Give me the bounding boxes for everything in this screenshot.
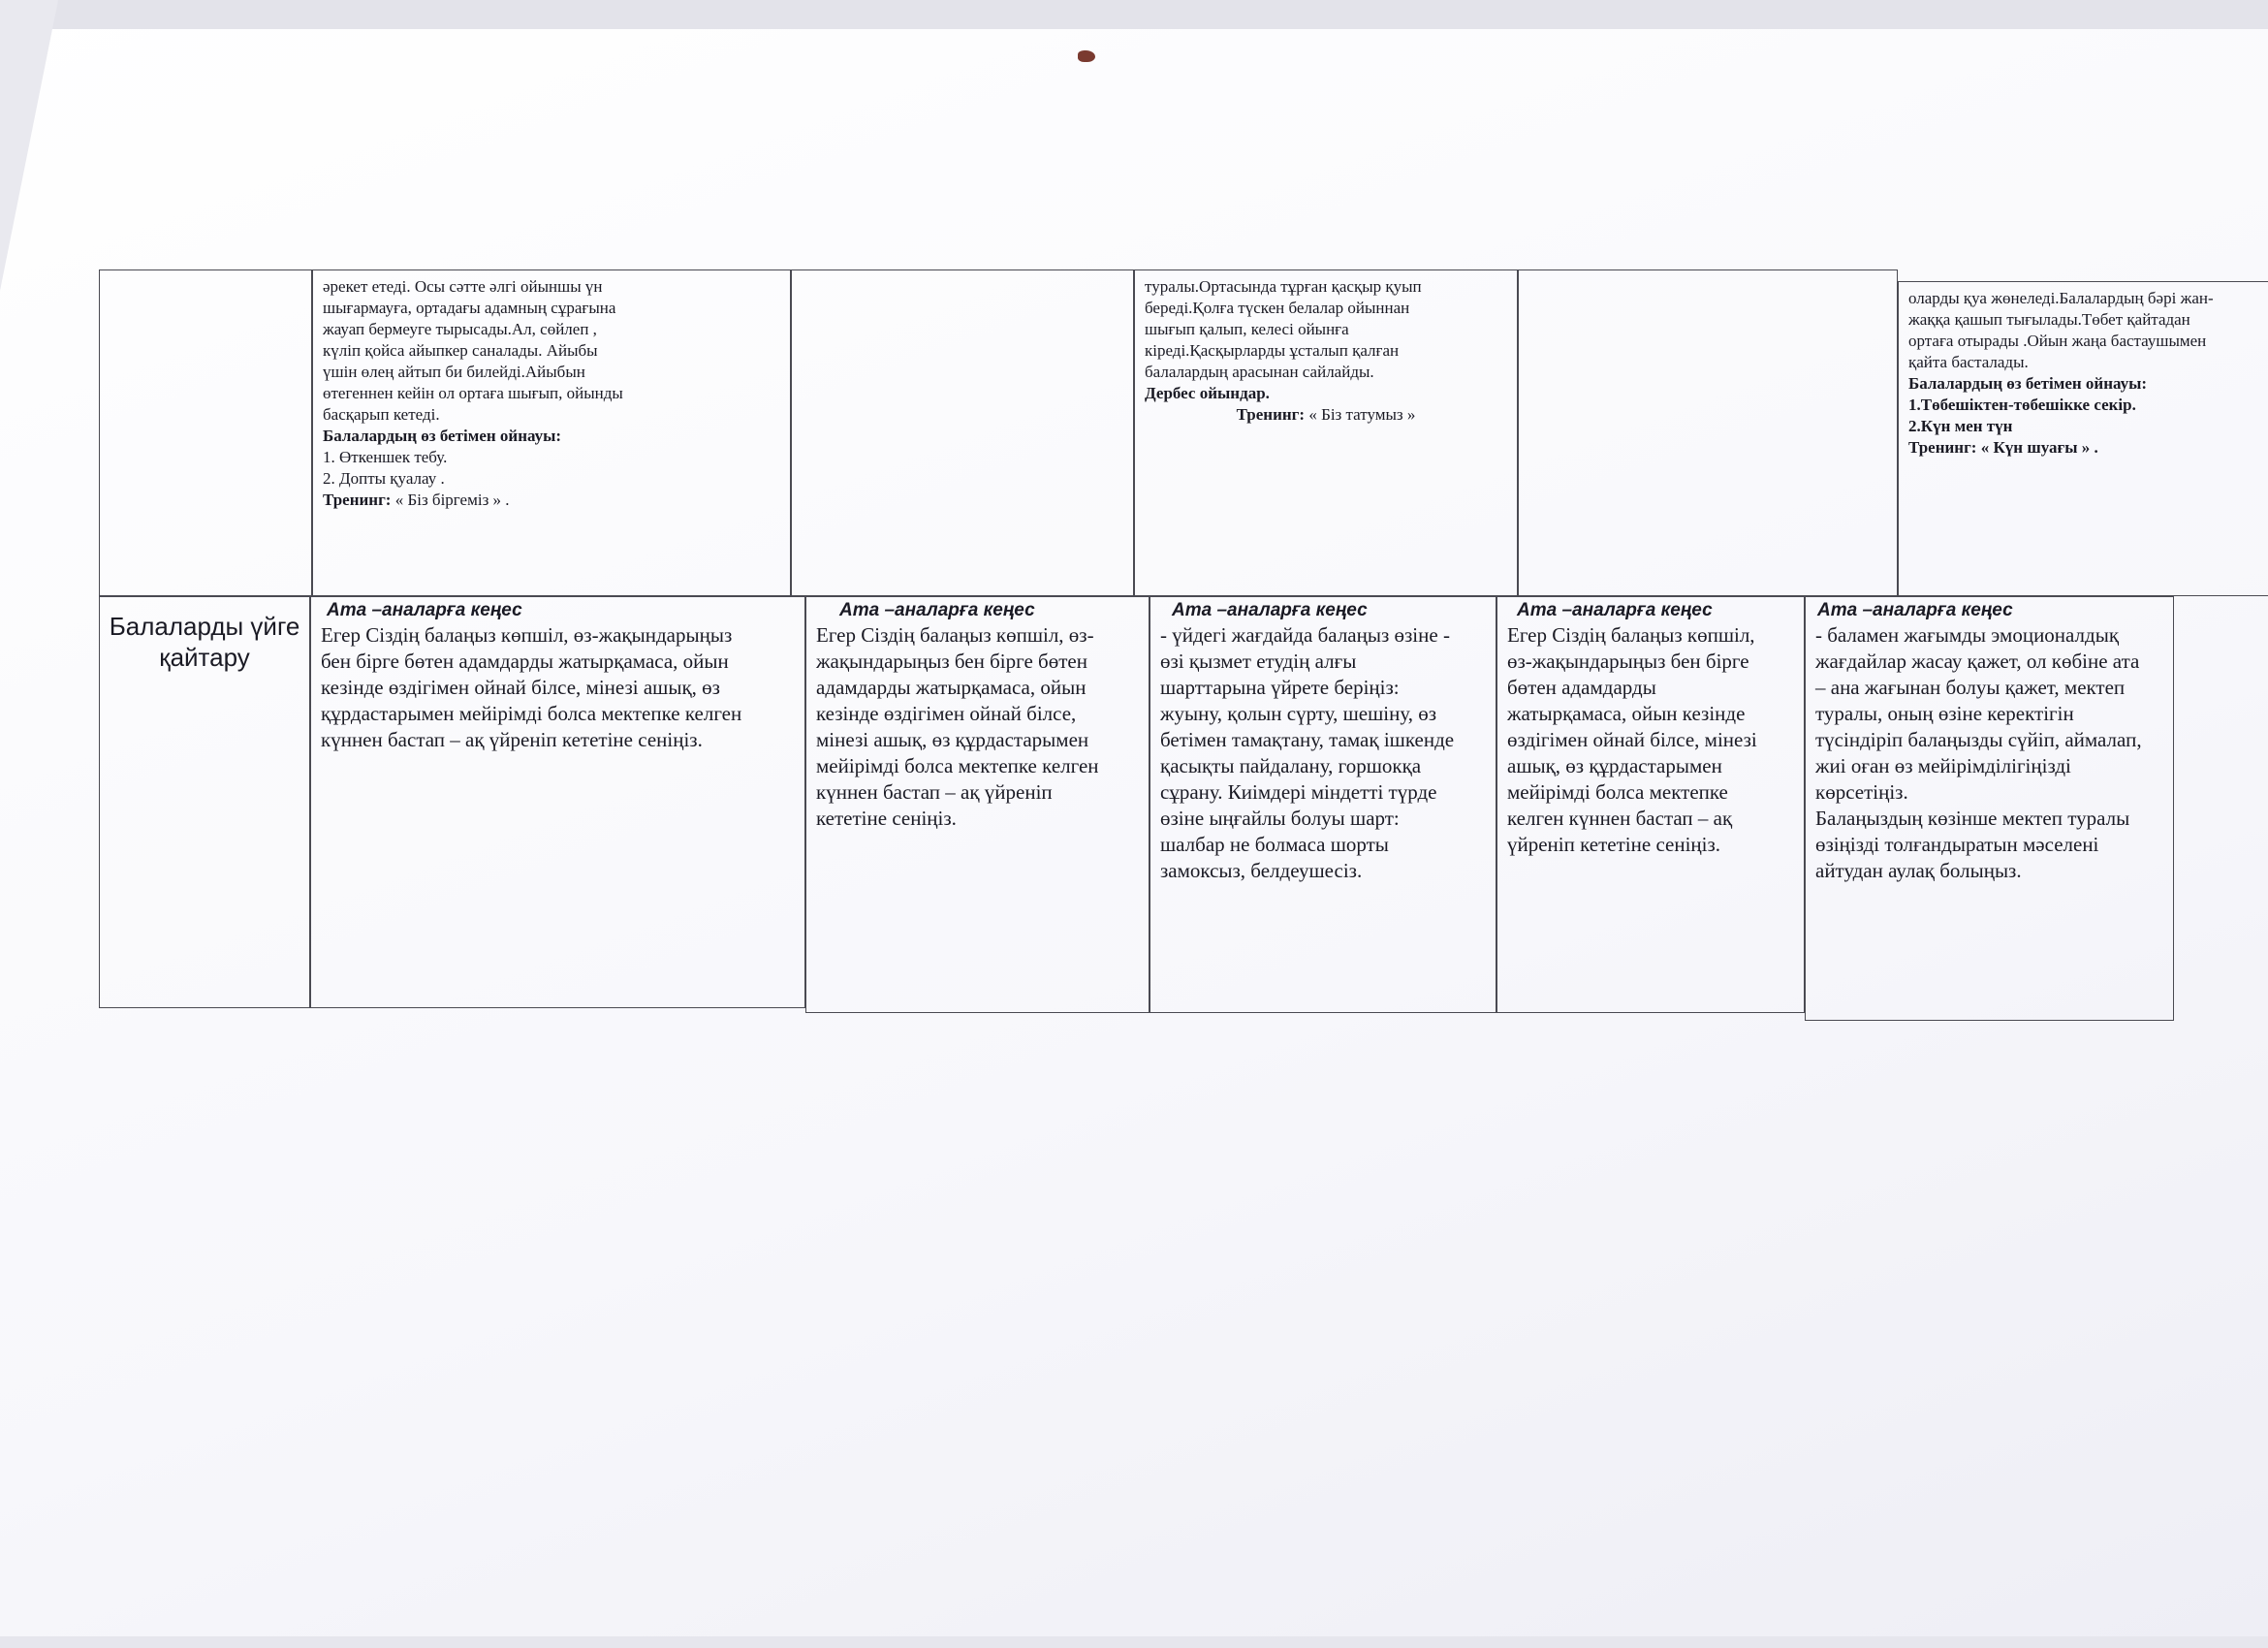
text-line: кезінде өздігімен ойнай білсе, мінезі ашық, өз bbox=[321, 676, 720, 699]
text-line: - үйдегі жағдайда балаңыз өзіне - bbox=[1160, 623, 1450, 647]
text-line: күннен бастап – ақ үйреніп bbox=[816, 780, 1053, 804]
text-line: өзі қызмет етудің алғы bbox=[1160, 650, 1357, 673]
training-label: Тренинг: bbox=[1236, 405, 1306, 424]
text-line: жиі оған өз мейірімділігіңізді көрсетіңіз. bbox=[1815, 754, 2071, 804]
ink-speck bbox=[1078, 50, 1095, 62]
activity-cell-5 bbox=[1898, 281, 2268, 596]
advice-heading: Ата –аналарға кеңес bbox=[1172, 600, 1368, 620]
activity-cell-2 bbox=[791, 269, 1134, 596]
text-line: шығып қалып, келесі ойынға bbox=[1145, 320, 1349, 338]
text-line: ашық, өз құрдастарымен bbox=[1507, 754, 1722, 777]
text-line: құрдастарымен мейірімді болса мектепке келген bbox=[321, 702, 742, 725]
text-line: өз-жақындарыңыз бен бірге bbox=[1507, 650, 1749, 673]
advice-cell-2 bbox=[805, 596, 1150, 1013]
training-value: « Біз біргеміз » . bbox=[391, 491, 510, 509]
list-item: 1.Төбешіктен-төбешікке секір. bbox=[1908, 396, 2136, 414]
text-line: шарттарына үйрете беріңіз: bbox=[1160, 676, 1400, 699]
page-bottom-edge bbox=[0, 1636, 2268, 1648]
page-top-edge bbox=[0, 0, 2268, 29]
text-line: – ана жағынан болуы қажет, мектеп bbox=[1815, 676, 2126, 699]
advice-cell-5 bbox=[1805, 596, 2174, 1021]
text-line: әрекет етеді. Осы сәтте әлгі ойыншы үн bbox=[323, 277, 603, 296]
text-line: жағдайлар жасау қажет, ол көбіне ата bbox=[1815, 650, 2140, 673]
text-line: жақындарыңыз бен бірге бөтен bbox=[816, 650, 1087, 673]
text-line: замоксыз, белдеушесіз. bbox=[1160, 859, 1363, 882]
activity-cell-1 bbox=[312, 269, 791, 596]
text-line: өзіне ыңғайлы болуы шарт: bbox=[1160, 807, 1400, 830]
text-line: жаққа қашып тығылады.Төбет қайтадан bbox=[1908, 310, 2190, 329]
list-item: 2. Допты қуалау . bbox=[323, 469, 445, 488]
table-row-going-home bbox=[99, 596, 2142, 1013]
text-line: түсіндіріп балаңызды сүйіп, аймалап, bbox=[1815, 728, 2142, 751]
advice-cell-1 bbox=[310, 596, 805, 1008]
text-line: мінезі ашық, өз құрдастарымен bbox=[816, 728, 1089, 751]
text-line: Егер Сіздің балаңыз көпшіл, bbox=[1507, 623, 1755, 647]
advice-text bbox=[1806, 622, 2173, 884]
text-line: бөтен адамдарды bbox=[1507, 676, 1656, 699]
text-line: балалардың арасынан сайлайды. bbox=[1145, 363, 1374, 381]
advice-heading: Ата –аналарға кеңес bbox=[839, 600, 1035, 620]
text-line: айтудан аулақ болыңыз. bbox=[1815, 859, 2022, 882]
text-line: күннен бастап – ақ үйреніп кететіне сеніңіз. bbox=[321, 728, 703, 751]
text-line: - баламен жағымды эмоционалдық bbox=[1815, 623, 2120, 647]
text-line: туралы.Ортасында тұрған қасқыр қуып bbox=[1145, 277, 1422, 296]
advice-heading: Ата –аналарға кеңес bbox=[327, 600, 522, 620]
training-value: « Күн шуағы » . bbox=[1976, 438, 2098, 457]
text-line: туралы, оның өзіне керектігін bbox=[1815, 702, 2074, 725]
text-line: оларды қуа жөнеледі.Балалардың бәрі жан- bbox=[1908, 289, 2214, 307]
training-value: « Біз татумыз » bbox=[1305, 405, 1416, 424]
row-label-going-home: Балаларды үйге қайтару bbox=[99, 596, 310, 1008]
text-line: мейірімді болса мектепке келген bbox=[816, 754, 1099, 777]
activity-cell-3 bbox=[1134, 269, 1518, 596]
row-label-cell-empty bbox=[99, 269, 312, 596]
folded-corner bbox=[0, 0, 58, 291]
text-line: адамдарды жатырқамаса, ойын bbox=[816, 676, 1087, 699]
advice-text bbox=[311, 622, 804, 753]
text-line: жатырқамаса, ойын кезінде bbox=[1507, 702, 1746, 725]
text-line: ортаға отырады .Ойын жаңа бастаушымен bbox=[1908, 332, 2207, 350]
text-line: сұрану. Киімдері міндетті түрде bbox=[1160, 780, 1437, 804]
text-line: шалбар не болмаса шорты bbox=[1160, 833, 1389, 856]
list-item: 1. Өткеншек тебу. bbox=[323, 448, 448, 466]
text-line: қайта басталады. bbox=[1908, 353, 2029, 371]
text-line: жуыну, қолын сүрту, шешіну, өз bbox=[1160, 702, 1437, 725]
text-line: өтегеннен кейін ол ортаға шығып, ойынды bbox=[323, 384, 623, 402]
advice-heading: Ата –аналарға кеңес bbox=[1817, 600, 2013, 620]
section-heading: Балалардың өз бетімен ойнауы: bbox=[1908, 374, 2148, 393]
text-line: кететіне сеніңіз. bbox=[816, 807, 957, 830]
text-line: қасықты пайдалану, горшокқа bbox=[1160, 754, 1422, 777]
text-line: мейірімді болса мектепке bbox=[1507, 780, 1728, 804]
training-line bbox=[1145, 404, 1507, 426]
text-line: бен бірге бөтен адамдарды жатырқамаса, ойын bbox=[321, 650, 729, 673]
text-line: келген күннен бастап – ақ bbox=[1507, 807, 1733, 830]
text-line: үшін өлең айтып би билейді.Айыбын bbox=[323, 363, 585, 381]
advice-text bbox=[1150, 622, 1496, 884]
text-line: кіреді.Қасқырларды ұсталып қалған bbox=[1145, 341, 1400, 360]
text-line: басқарып кетеді. bbox=[323, 405, 440, 424]
training-line bbox=[323, 490, 780, 511]
advice-cell-3 bbox=[1150, 596, 1496, 1013]
text-line: Балаңыздың көзінше мектеп туралы bbox=[1815, 807, 2130, 830]
advice-heading: Ата –аналарға кеңес bbox=[1517, 600, 1713, 620]
text-line: өздігімен ойнай білсе, мінезі bbox=[1507, 728, 1757, 751]
advice-cell-4 bbox=[1496, 596, 1805, 1013]
training-label: Тренинг: bbox=[1908, 438, 1977, 457]
text-line: Егер Сіздің балаңыз көпшіл, өз- bbox=[816, 623, 1094, 647]
training-line bbox=[1908, 437, 2268, 459]
text-line: бетімен тамақтану, тамақ ішкенде bbox=[1160, 728, 1455, 751]
text-line: кезінде өздігімен ойнай білсе, bbox=[816, 702, 1077, 725]
activity-cell-4 bbox=[1518, 269, 1898, 596]
text-line: шығармауға, ортадағы адамның сұрағына bbox=[323, 299, 616, 317]
text-line: жауап бермеуге тырысады.Ал, сөйлеп , bbox=[323, 320, 597, 338]
table-row-activities bbox=[99, 269, 2214, 596]
text-line: береді.Қолға түскен белалар ойыннан bbox=[1145, 299, 1410, 317]
advice-text bbox=[1497, 622, 1804, 858]
text-line: үйреніп кететіне сеніңіз. bbox=[1507, 833, 1721, 856]
list-item: 2.Күн мен түн bbox=[1908, 417, 2013, 435]
text-line: өзіңізді толғандыратын мәселені bbox=[1815, 833, 2099, 856]
text-line: күліп қойса айыпкер саналады. Айыбы bbox=[323, 341, 598, 360]
section-heading: Дербес ойындар. bbox=[1145, 384, 1270, 402]
training-label: Тренинг: bbox=[323, 491, 392, 509]
section-heading: Балалардың өз бетімен ойнауы: bbox=[323, 427, 562, 445]
text-line: Егер Сіздің балаңыз көпшіл, өз-жақындарыңыз bbox=[321, 623, 733, 647]
advice-text bbox=[806, 622, 1149, 832]
